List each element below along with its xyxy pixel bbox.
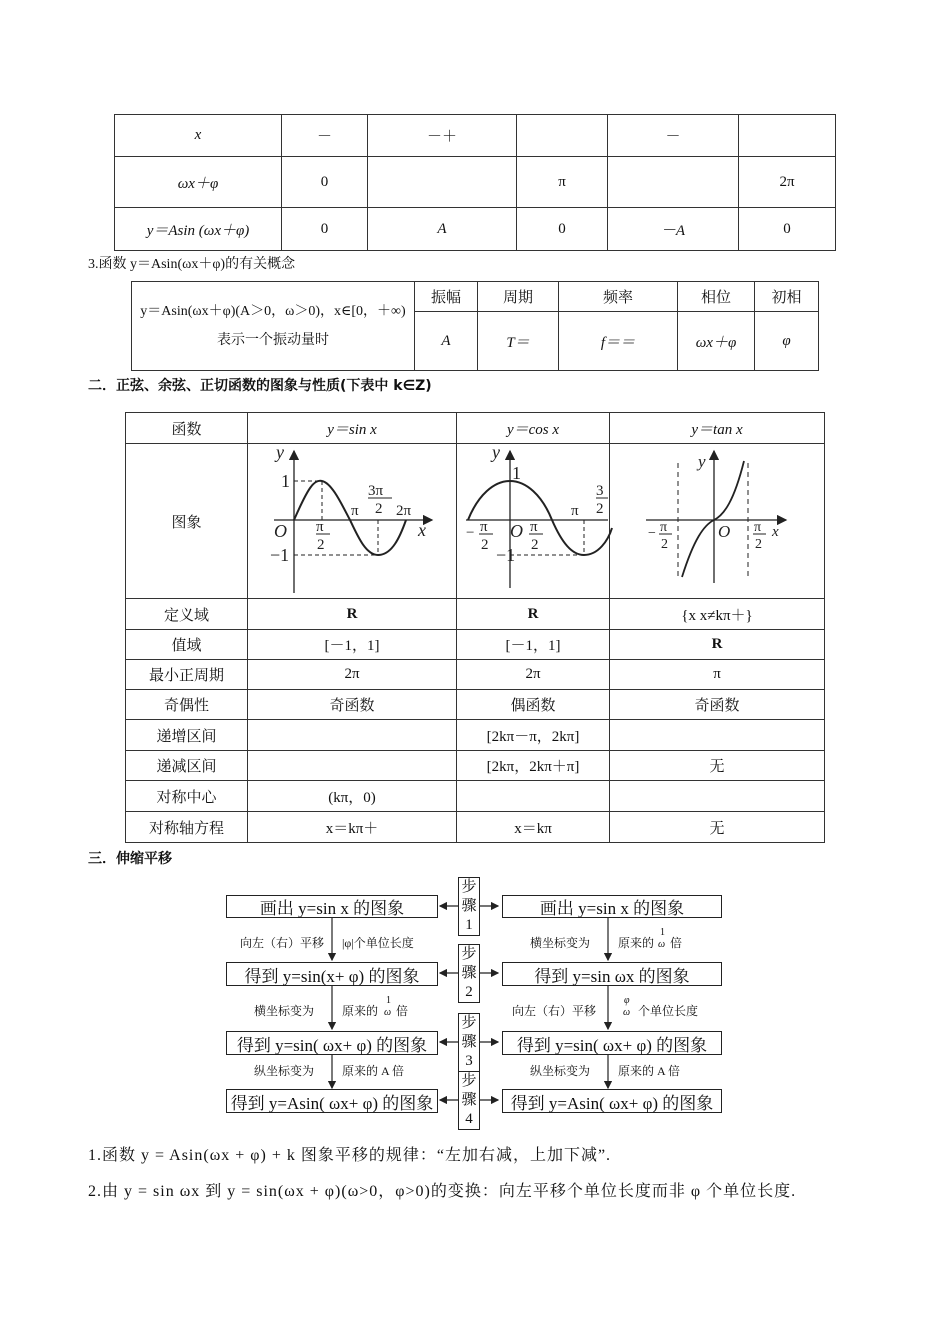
transform-label: 原来的 xyxy=(618,936,655,950)
table-cell: [－1，1] xyxy=(248,630,457,660)
table-cell: [2kπ－π，2kπ] xyxy=(457,720,610,751)
tangent-curve xyxy=(682,461,744,577)
table-cell: 振幅 xyxy=(415,282,478,312)
concept-table xyxy=(131,281,819,371)
table-cell: A xyxy=(368,208,517,251)
transform-label: 向左（右）平移 xyxy=(240,936,325,950)
table-cell: － xyxy=(282,115,368,157)
table-cell: ωx＋φ xyxy=(678,312,755,371)
trig-graphs xyxy=(246,443,826,599)
table-cell: R xyxy=(610,630,825,660)
half-pi-den: 2 xyxy=(531,537,539,553)
table-cell: 偶函数 xyxy=(457,690,610,720)
half-pi-den: 2 xyxy=(755,537,762,552)
phase-table xyxy=(114,114,836,251)
cosine-graph xyxy=(466,451,612,588)
y-label: y xyxy=(276,443,284,462)
origin-label: O xyxy=(510,521,523,541)
fraction-num: 1 xyxy=(660,927,665,938)
table-cell: {x x≠kπ＋} xyxy=(610,599,825,630)
table-cell: x xyxy=(115,115,282,157)
half-pi-den: 2 xyxy=(481,537,489,553)
table-row xyxy=(126,812,825,843)
table-cell: x＝kπ＋ xyxy=(248,812,457,843)
transform-label: 原来的 xyxy=(342,1004,379,1018)
table-cell xyxy=(457,781,610,812)
table-cell: A xyxy=(415,312,478,371)
half-pi-den: 2 xyxy=(317,537,325,553)
table-cell: 奇函数 xyxy=(248,690,457,720)
transform-label: 倍 xyxy=(396,1004,409,1018)
table-cell: 递增区间 xyxy=(126,720,248,751)
left-step-box: 画出 y=sin x 的图象 xyxy=(226,895,438,918)
table-cell: ωx＋φ xyxy=(115,157,282,208)
table-cell: R xyxy=(457,599,610,630)
table-cell: 定义域 xyxy=(126,599,248,630)
table-cell: R xyxy=(248,599,457,630)
right-step-box: 得到 y=sin( ωx+ φ) 的图象 xyxy=(502,1031,722,1055)
transform-label: 个单位长度 xyxy=(638,1004,699,1018)
section-heading: 3.函数 y＝Asin(ωx＋φ)的有关概念 xyxy=(88,257,296,272)
table-cell: 递减区间 xyxy=(126,751,248,781)
cosine-curve xyxy=(468,481,612,555)
table-cell: 0 xyxy=(517,208,608,251)
table-row xyxy=(126,599,825,630)
table-cell xyxy=(610,720,825,751)
step-badge: 步骤2 xyxy=(458,944,480,1003)
table-cell: 相位 xyxy=(678,282,755,312)
table-cell: －＋ xyxy=(368,115,517,157)
section-heading: 二．正弦、余弦、正切函数的图象与性质(下表中 k∈Z) xyxy=(88,378,432,394)
table-cell: [2kπ，2kπ＋π] xyxy=(457,751,610,781)
fraction-num: 1 xyxy=(386,995,391,1006)
one-label: 1 xyxy=(281,471,290,491)
table-cell: 频率 xyxy=(559,282,678,312)
x-label: x xyxy=(418,520,426,540)
table-cell xyxy=(248,720,457,751)
table-cell xyxy=(368,157,517,208)
table-cell: 0 xyxy=(739,208,836,251)
table-cell: T＝ xyxy=(478,312,559,371)
left-step-box: 得到 y=sin( ωx+ φ) 的图象 xyxy=(226,1031,438,1055)
table-cell: y＝Asin (ωx＋φ) xyxy=(115,208,282,251)
table-cell: 值域 xyxy=(126,630,248,660)
minus-label: − xyxy=(466,525,475,541)
table-cell: y＝cos x xyxy=(457,413,610,444)
table-cell: π xyxy=(610,660,825,690)
transform-flowchart xyxy=(226,876,726,1127)
transform-label: 向左（右）平移 xyxy=(512,1004,597,1018)
note-line: 1.函数 y = Asin(ωx + φ) + k 图象平移的规律：“左加右减，上加下减”. xyxy=(88,1147,612,1164)
three-cut-den: 2 xyxy=(596,501,604,517)
table-row xyxy=(126,781,825,812)
transform-label: |φ|个单位长度 xyxy=(342,936,414,950)
table-row xyxy=(126,720,825,751)
one-label: 1 xyxy=(512,463,521,483)
transform-label: 原来的 A 倍 xyxy=(342,1064,405,1078)
table-row xyxy=(115,157,836,208)
table-cell: 0 xyxy=(282,208,368,251)
x-label: x xyxy=(772,524,779,540)
table-row xyxy=(126,413,825,444)
table-cell: 对称中心 xyxy=(126,781,248,812)
sine-curve xyxy=(294,481,406,555)
right-step-box: 得到 y=Asin( ωx+ φ) 的图象 xyxy=(502,1089,722,1113)
table-cell: x＝kπ xyxy=(457,812,610,843)
pi-label: π xyxy=(351,503,359,519)
table-row xyxy=(126,630,825,660)
table-cell: 奇函数 xyxy=(610,690,825,720)
table-row xyxy=(115,115,836,157)
transform-label: 横坐标变为 xyxy=(254,1004,315,1018)
table-cell xyxy=(739,115,836,157)
half-pi-den: 2 xyxy=(661,537,668,552)
step-badge: 步骤3 xyxy=(458,1013,480,1072)
table-cell xyxy=(610,781,825,812)
half-pi-num: π xyxy=(530,519,538,535)
table-cell: y＝sin x xyxy=(248,413,457,444)
table-cell: 周期 xyxy=(478,282,559,312)
table-row xyxy=(126,690,825,720)
table-row xyxy=(115,208,836,251)
table-cell: y＝Asin(ωx＋φ)(A＞0，ω＞0)，x∈[0，＋∞)表示一个振动量时 xyxy=(132,282,415,371)
table-cell: π xyxy=(517,157,608,208)
table-cell: 图象 xyxy=(126,444,248,599)
table-cell: [－1，1] xyxy=(457,630,610,660)
table-cell: 初相 xyxy=(755,282,819,312)
table-cell: 2π xyxy=(457,660,610,690)
left-step-box: 得到 y=sin(x+ φ) 的图象 xyxy=(226,962,438,986)
half-pi-num: π xyxy=(754,520,762,535)
transform-label: 纵坐标变为 xyxy=(530,1064,591,1078)
table-cell xyxy=(608,157,739,208)
transform-label: 横坐标变为 xyxy=(530,936,591,950)
step-badge: 步骤1 xyxy=(458,877,480,936)
table-cell: φ xyxy=(755,312,819,371)
half-pi-num: π xyxy=(316,519,324,535)
half-pi-num: π xyxy=(480,519,488,535)
section-heading: 三．伸缩平移 xyxy=(88,851,172,867)
fraction-num: φ xyxy=(624,995,630,1006)
table-row xyxy=(126,660,825,690)
table-cell xyxy=(517,115,608,157)
step-badge: 步骤4 xyxy=(458,1071,480,1130)
table-cell: 0 xyxy=(282,157,368,208)
table-cell: 最小正周期 xyxy=(126,660,248,690)
table-cell: (kπ，0) xyxy=(248,781,457,812)
y-label: y xyxy=(698,452,706,471)
table-row xyxy=(132,282,819,312)
fraction-den: ω xyxy=(623,1007,631,1018)
table-cell: 无 xyxy=(610,812,825,843)
y-label: y xyxy=(492,443,500,462)
minus-label: − xyxy=(648,526,656,541)
neg-one-label: −1 xyxy=(496,545,516,565)
table-cell: 奇偶性 xyxy=(126,690,248,720)
pi-label: π xyxy=(571,503,579,519)
table-cell: y＝tan x xyxy=(610,413,825,444)
three-pi-den: 2 xyxy=(375,501,383,517)
table-cell: －A xyxy=(608,208,739,251)
table-cell: 2π xyxy=(248,660,457,690)
transform-label: 原来的 A 倍 xyxy=(618,1064,681,1078)
table-cell: 无 xyxy=(610,751,825,781)
note-line: 2.由 y = sin ωx 到 y = sin(ωx + φ)(ω>0，φ>0)的变换：向左平移个单位长度而非 φ 个单位长度. xyxy=(88,1183,797,1200)
transform-label: 纵坐标变为 xyxy=(254,1064,315,1078)
neg-one-label: −1 xyxy=(270,545,290,565)
origin-label: O xyxy=(274,521,287,541)
fraction-den: ω xyxy=(384,1007,392,1018)
table-cell: 函数 xyxy=(126,413,248,444)
left-step-box: 得到 y=Asin( ωx+ φ) 的图象 xyxy=(226,1089,438,1113)
table-cell: 2π xyxy=(739,157,836,208)
three-cut-label: 3 xyxy=(596,483,604,499)
origin-label: O xyxy=(718,522,731,541)
right-step-box: 得到 y=sin ωx 的图象 xyxy=(502,962,722,986)
sine-graph xyxy=(274,451,432,593)
table-cell xyxy=(248,751,457,781)
table-cell: － xyxy=(608,115,739,157)
transform-label: 倍 xyxy=(670,936,683,950)
two-pi-label: 2π xyxy=(396,503,412,519)
half-pi-num: π xyxy=(660,520,668,535)
table-cell: f＝＝ xyxy=(559,312,678,371)
table-row xyxy=(126,751,825,781)
fraction-den: ω xyxy=(658,939,666,950)
table-cell: 对称轴方程 xyxy=(126,812,248,843)
right-step-box: 画出 y=sin x 的图象 xyxy=(502,895,722,918)
three-pi-num: 3π xyxy=(368,483,384,499)
tangent-graph xyxy=(646,451,786,583)
